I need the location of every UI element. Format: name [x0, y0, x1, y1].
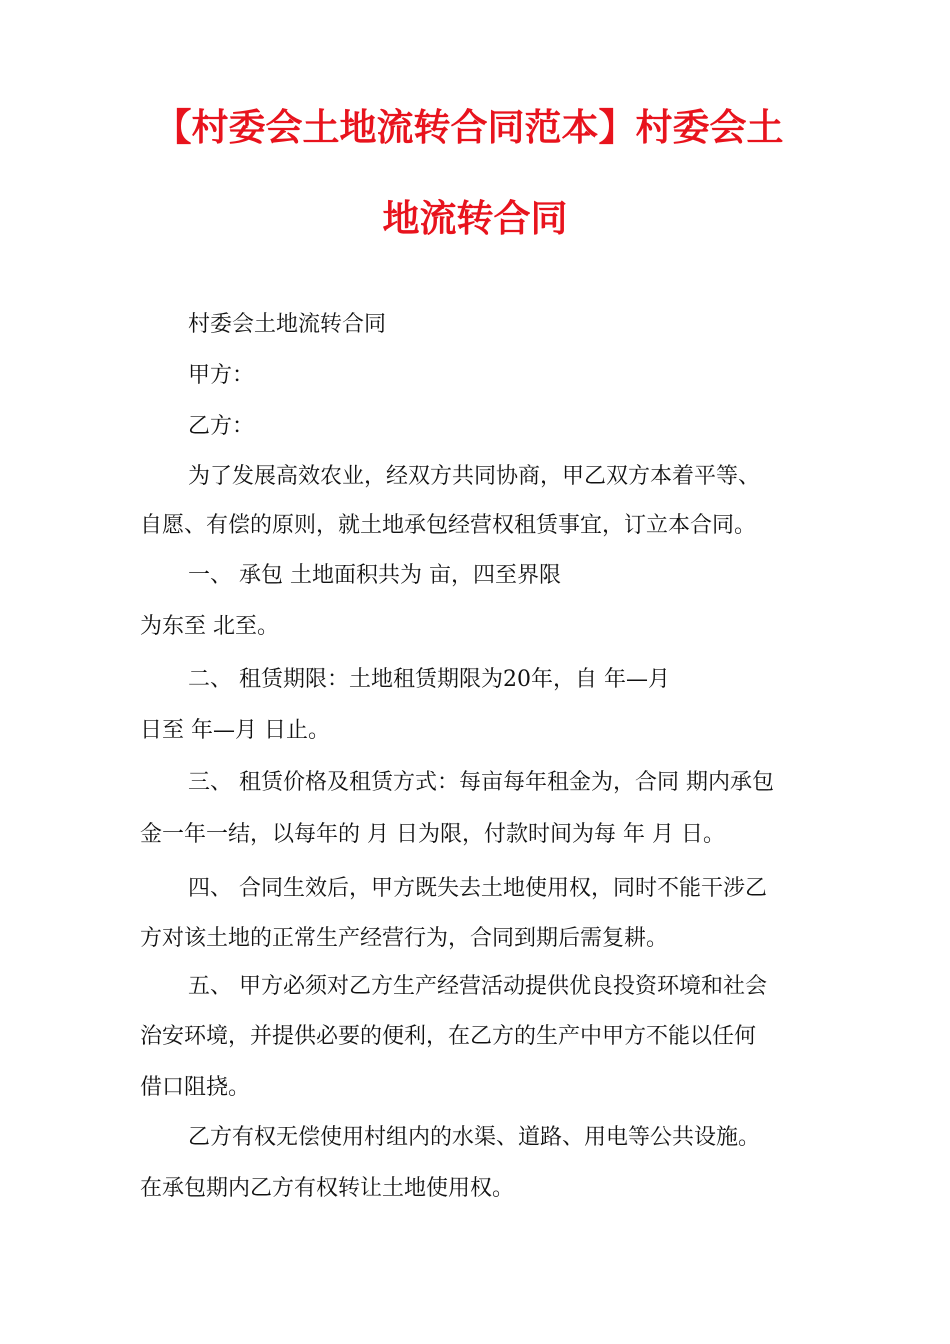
preamble-line-2: 自愿、有偿的原则，就土地承包经营权租赁事宜，订立本合同。	[140, 513, 757, 538]
clause-5-line-1: 五、 甲方必须对乙方生产经营活动提供优良投资环境和社会	[188, 974, 767, 999]
party-b-rights-line-1: 乙方有权无偿使用村组内的水渠、道路、用电等公共设施。	[188, 1125, 761, 1150]
contract-heading: 村委会土地流转合同	[188, 312, 387, 337]
preamble-line-1: 为了发展高效农业，经双方共同协商，甲乙双方本着平等、	[188, 464, 761, 489]
party-b-rights-line-2: 在承包期内乙方有权转让土地使用权。	[140, 1176, 515, 1201]
document-title-line-1: 【村委会土地流转合同范本】村委会土	[154, 106, 784, 149]
clause-2-line-2: 日至 年—月 日止。	[140, 718, 330, 743]
clause-5-line-2: 治安环境，并提供必要的便利，在乙方的生产中甲方不能以任何	[140, 1024, 757, 1049]
party-b-label: 乙方：	[188, 414, 255, 439]
clause-3-line-2: 金一年一结，以每年的 月 日为限，付款时间为每 年 月 日。	[140, 822, 725, 847]
clause-4-line-1: 四、 合同生效后，甲方既失去土地使用权，同时不能干涉乙	[188, 876, 767, 901]
party-a-label: 甲方：	[188, 363, 255, 388]
clause-4-line-2: 方对该土地的正常生产经营行为，合同到期后需复耕。	[140, 926, 669, 951]
document-title-line-2: 地流转合同	[382, 197, 568, 240]
clause-1-line-1: 一、 承包 土地面积共为 亩，四至界限	[188, 563, 561, 588]
clause-5-line-3: 借口阻挠。	[140, 1075, 251, 1100]
clause-2-line-1: 二、 租赁期限：土地租赁期限为20年，自 年—月	[188, 667, 670, 692]
clause-1-line-2: 为东至 北至。	[140, 614, 279, 639]
clause-3-line-1: 三、 租赁价格及租赁方式：每亩每年租金为，合同 期内承包	[188, 770, 774, 795]
